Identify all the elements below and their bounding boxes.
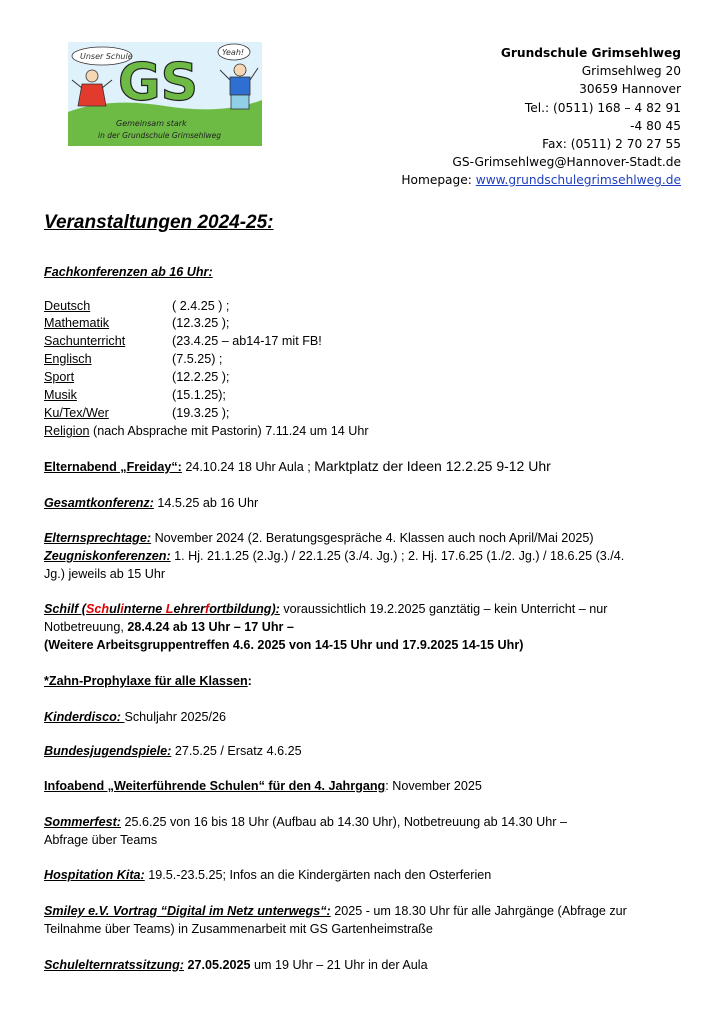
- infoabend-text: : November 2025: [385, 779, 482, 793]
- zeugnis-label: Zeugniskonferenzen:: [44, 549, 171, 563]
- elternabend-label: Elternabend „Freiday“:: [44, 460, 182, 474]
- schilf-label-part: ul: [109, 602, 121, 616]
- elternabend-text-big: Marktplatz der Ideen 12.2.25 9-12 Uhr: [314, 458, 551, 474]
- smiley-vortrag: [44, 903, 627, 919]
- zahn-colon: :: [247, 674, 252, 688]
- zeugnis-text-1: 1. Hj. 21.1.25 (2.Jg.) / 22.1.25 (3./4. Jg.) ; 2. Hj. 17.6.25 (1./2. Jg.) / 18.6.25 (3./4.: [170, 549, 625, 563]
- schilf-label-red: Sch: [85, 602, 110, 616]
- fachkonferenzen-heading: Fachkonferenzen ab 16 Uhr:: [44, 265, 213, 279]
- elternabend-text: 24.10.24 18 Uhr Aula ;: [181, 460, 315, 474]
- logo-bubble-left: Unser Schule: [80, 52, 133, 61]
- elternsprechtage: [44, 530, 594, 546]
- homepage-link[interactable]: www.grundschulegrimsehlweg.de: [475, 173, 681, 188]
- schilf-text-2a: Notbetreuung,: [44, 620, 128, 634]
- schilf-label: [44, 602, 280, 616]
- fk-subject: Deutsch: [44, 299, 91, 313]
- gesamtkonferenz: [44, 495, 258, 511]
- street: Grimsehlweg 20: [581, 64, 681, 79]
- sommerfest-text-2: Abfrage über Teams: [44, 833, 158, 847]
- fk-date: (7.5.25) ;: [172, 352, 223, 366]
- hospitation-text: 19.5.-23.5.25; Infos an die Kindergärten nach den Osterferien: [144, 868, 492, 882]
- homepage-label: Homepage:: [401, 173, 476, 188]
- smiley-text-1: 2025 - um 18.30 Uhr für alle Jahrgänge (Abfrage zur: [330, 904, 627, 918]
- schilf-label-part: ortbildung):: [209, 602, 280, 616]
- fk-subject: Sachunterricht: [44, 334, 126, 348]
- phone-2: -4 80 45: [630, 118, 681, 133]
- sommerfest: [44, 814, 567, 830]
- zahn-prophylaxe: [44, 673, 252, 689]
- fk-date: (15.1.25);: [172, 388, 226, 402]
- infoabend: [44, 778, 482, 794]
- sommerfest-label: Sommerfest:: [44, 815, 121, 829]
- fk-row: [44, 333, 322, 349]
- fk-row: [44, 298, 229, 314]
- logo-bubble-right: Yeah!: [222, 48, 245, 57]
- fk-date: (12.3.25 );: [172, 316, 230, 330]
- fk-subject: Englisch: [44, 352, 92, 366]
- kinderdisco-label: Kinderdisco:: [44, 710, 125, 724]
- smiley-text-2: Teilnahme über Teams) in Zusammenarbeit mit GS Gartenheimstraße: [44, 922, 433, 936]
- elternsprechtage-label: Elternsprechtage:: [44, 531, 152, 545]
- zeugnis-text-2: Jg.) jeweils ab 15 Uhr: [44, 567, 166, 581]
- schilf-label-part: nterne: [123, 602, 166, 616]
- schilf-label-red: f: [205, 602, 210, 616]
- smiley-label: Smiley e.V. Vortrag “Digital im Netz unterwegs“:: [44, 904, 331, 918]
- schilf-text-2b: 28.4.24 ab 13 Uhr – 17 Uhr –: [127, 620, 294, 634]
- fk-row: [44, 315, 229, 331]
- fk-subject: Sport: [44, 370, 75, 384]
- hospitation-label: Hospitation Kita:: [44, 868, 145, 882]
- logo-letters: GS: [118, 53, 199, 113]
- gesamtkonferenz-text: 14.5.25 ab 16 Uhr: [153, 496, 259, 510]
- school-logo: [68, 42, 262, 146]
- elternabend: [44, 458, 551, 475]
- fk-date: (12.2.25 );: [172, 370, 230, 384]
- elternsprechtage-text: November 2024 (2. Beratungsgespräche 4. Klassen auch noch April/Mai 2025): [151, 531, 594, 545]
- schilf-label-red: L: [165, 602, 174, 616]
- bundesjugend-text: 27.5.25 / Ersatz 4.6.25: [171, 744, 302, 758]
- fk-subject: Ku/Tex/Wer: [44, 406, 109, 420]
- schilf-label-red: i: [120, 602, 124, 616]
- phone: Tel.: (0511) 168 – 4 82 91: [524, 100, 681, 115]
- kinderdisco-text: Schuljahr 2025/26: [124, 710, 227, 724]
- schilf-label-part: Schilf (: [44, 602, 86, 616]
- schilf-line-2: [44, 619, 294, 635]
- fk-date: ( 2.4.25 ) ;: [172, 299, 230, 313]
- fk-row: [44, 369, 229, 385]
- logo-slogan-1: Gemeinsam stark: [116, 119, 187, 128]
- schuleltern-text: um 19 Uhr – 21 Uhr in der Aula: [250, 958, 428, 972]
- sommerfest-text-1: 25.6.25 von 16 bis 18 Uhr (Aufbau ab 14.30 Uhr), Notbetreuung ab 14.30 Uhr –: [120, 815, 567, 829]
- fk-subject: Musik: [44, 388, 77, 402]
- fk-date: (23.4.25 – ab14-17 mit FB!: [172, 334, 322, 348]
- school-name: Grundschule Grimsehlweg: [500, 46, 681, 60]
- fax: Fax: (0511) 2 70 27 55: [542, 137, 681, 152]
- schuleltern-date: 27.05.2025: [183, 958, 251, 972]
- kinderdisco: [44, 709, 226, 725]
- zahn-label: *Zahn-Prophylaxe für alle Klassen: [44, 674, 248, 688]
- fk-religion: [44, 423, 369, 439]
- bundesjugendspiele: [44, 743, 302, 759]
- fk-religion-text: (nach Absprache mit Pastorin) 7.11.24 um 14 Uhr: [89, 424, 369, 438]
- logo-slogan-2: in der Grundschule Grimsehlweg: [98, 131, 221, 140]
- schilf-text-1: voraussichtlich 19.2.2025 ganztätig – kein Unterricht – nur: [279, 602, 608, 616]
- infoabend-label: Infoabend „Weiterführende Schulen“ für den 4. Jahrgang: [44, 779, 386, 793]
- fk-subject: Mathematik: [44, 316, 110, 330]
- schuleltern-label: Schulelternratssitzung:: [44, 958, 184, 972]
- zeugniskonferenzen: [44, 548, 624, 564]
- schulelternratssitzung: [44, 957, 428, 973]
- schilf-text-3: (Weitere Arbeitsgruppentreffen 4.6. 2025 von 14-15 Uhr und 17.9.2025 14-15 Uhr): [44, 638, 524, 652]
- bundesjugend-label: Bundesjugendspiele:: [44, 744, 172, 758]
- city: 30659 Hannover: [579, 82, 681, 97]
- homepage-row: [401, 171, 681, 189]
- gesamtkonferenz-label: Gesamtkonferenz:: [44, 496, 154, 510]
- schilf-label-part: ehrer: [173, 602, 206, 616]
- fk-row: [44, 387, 226, 403]
- page-title: Veranstaltungen 2024-25:: [44, 212, 274, 233]
- fk-religion-label: Religion: [44, 424, 90, 438]
- address-block: [401, 44, 681, 190]
- fk-date: (19.3.25 );: [172, 406, 230, 420]
- hospitation-kita: [44, 867, 491, 883]
- fk-row: [44, 351, 222, 367]
- schilf: [44, 601, 607, 617]
- email: GS-Grimsehlweg@Hannover-Stadt.de: [452, 155, 681, 170]
- fk-row: [44, 405, 229, 421]
